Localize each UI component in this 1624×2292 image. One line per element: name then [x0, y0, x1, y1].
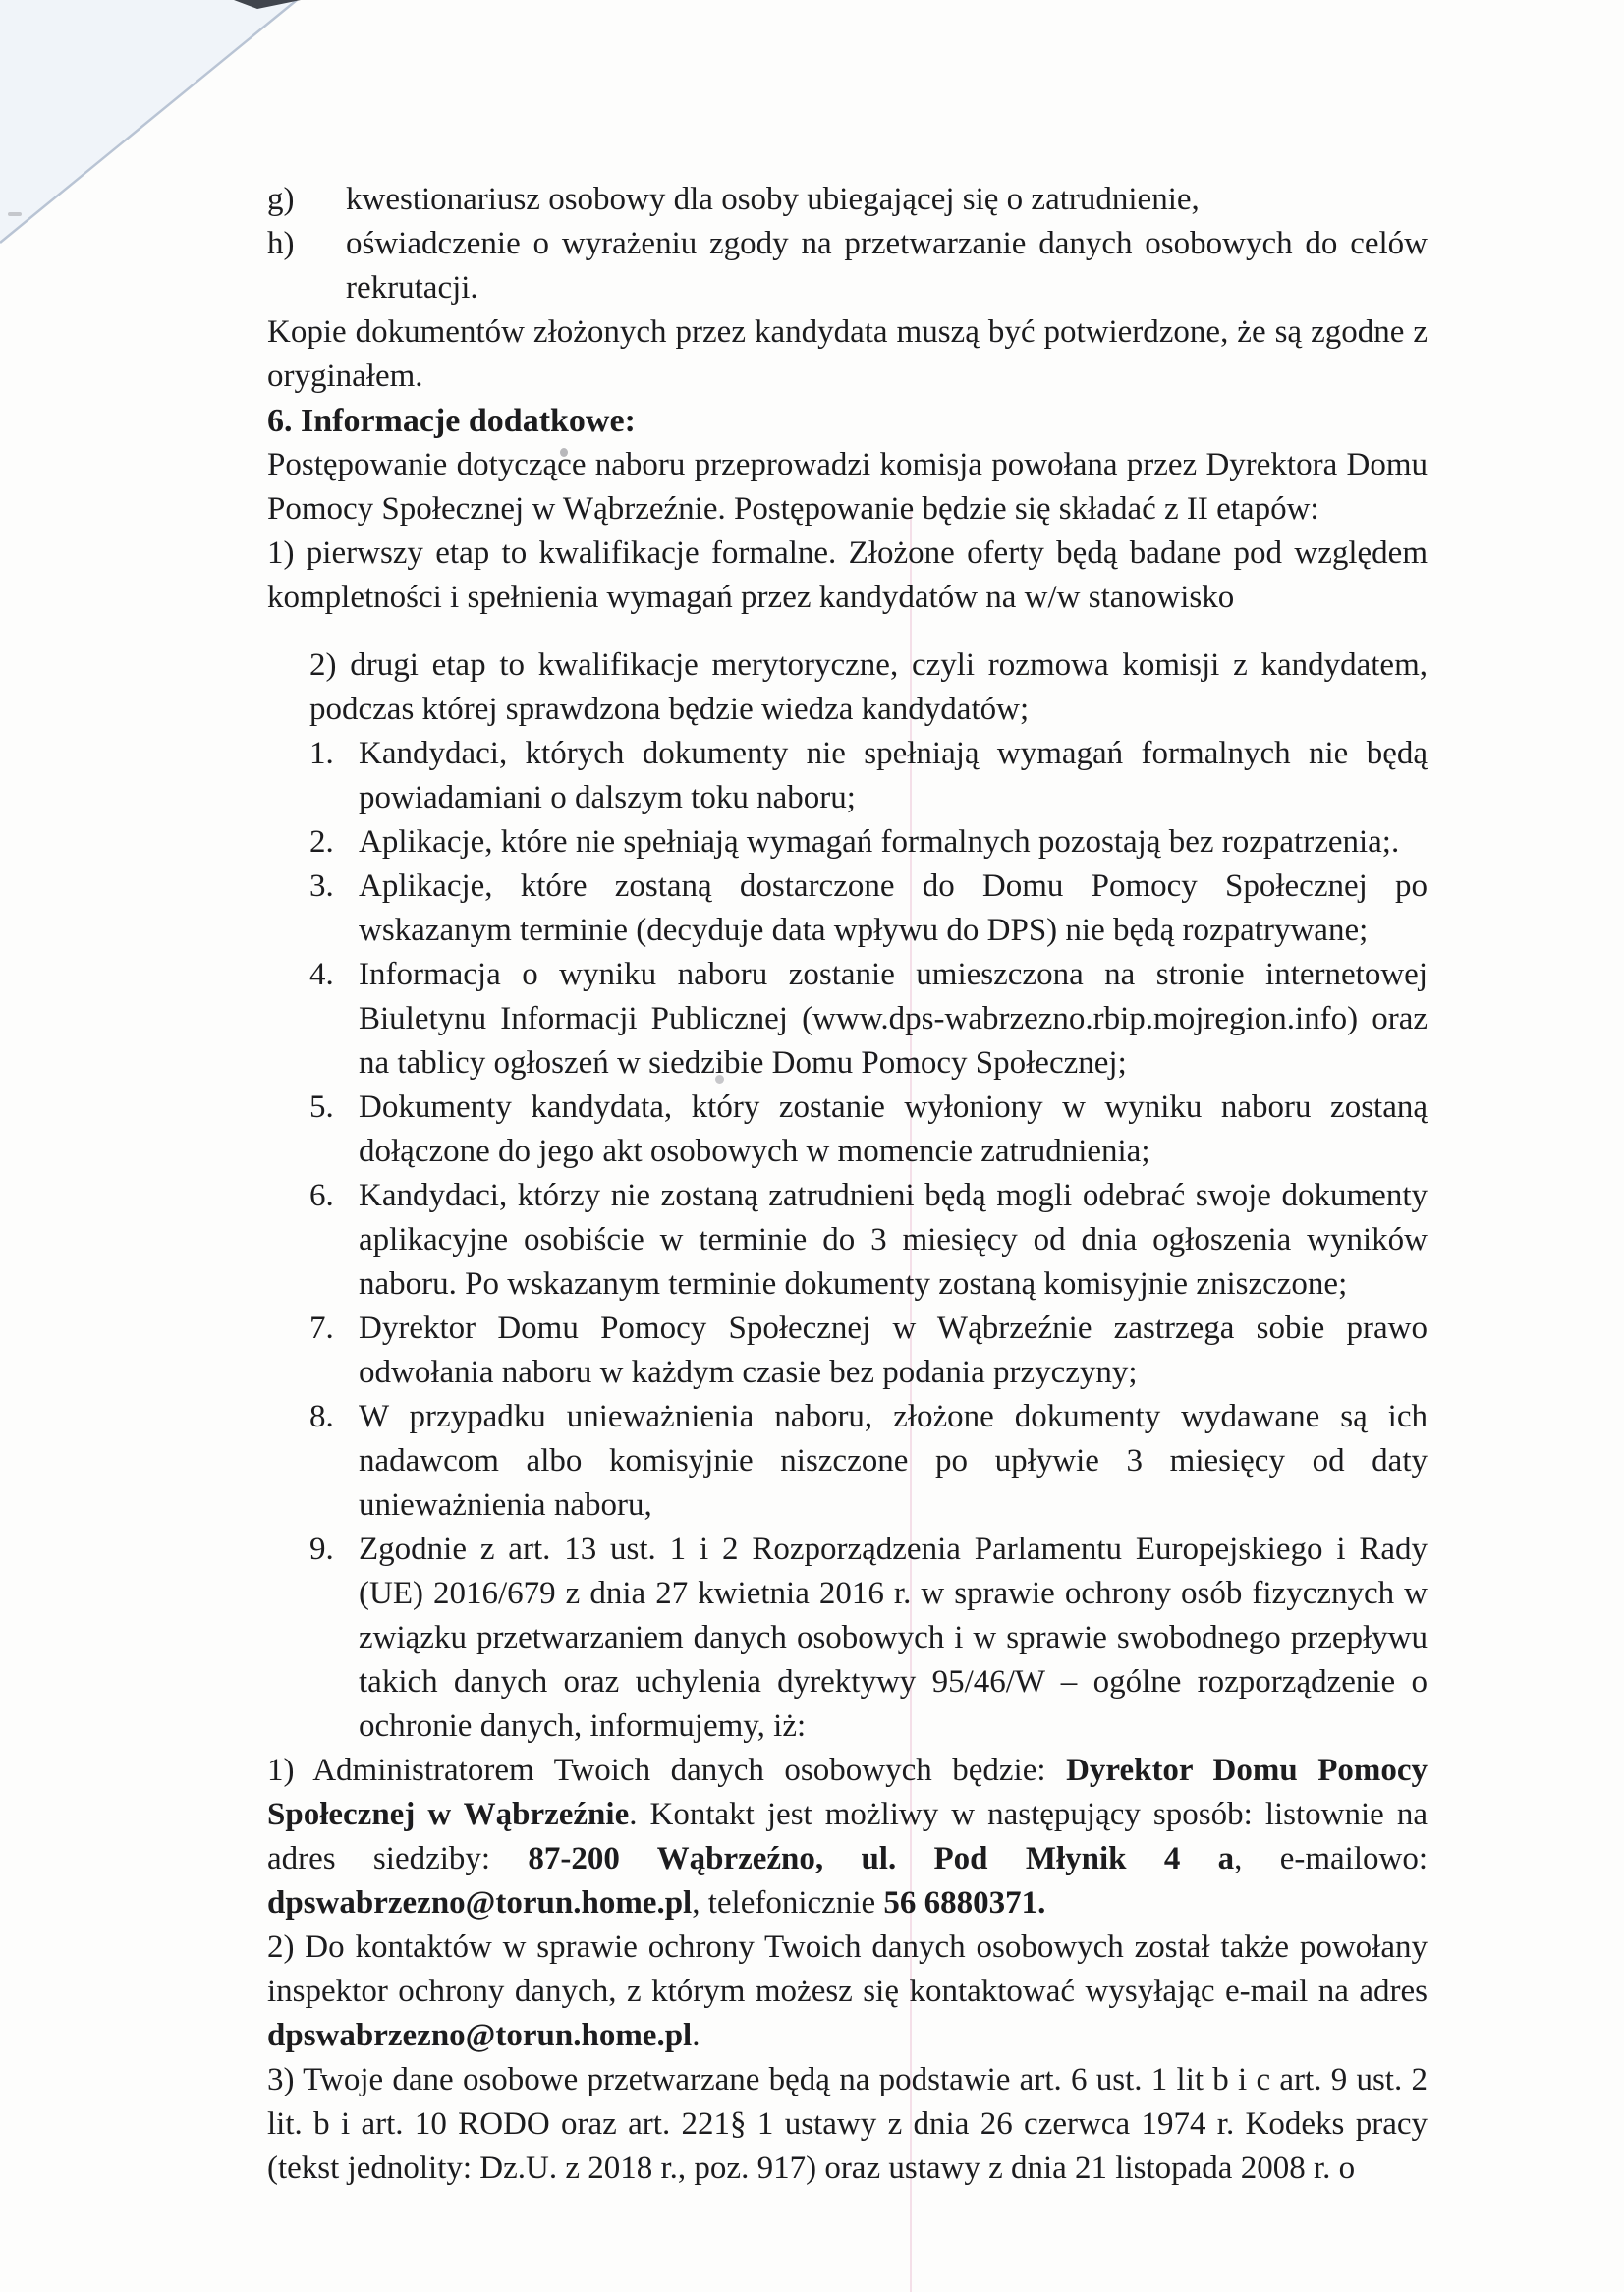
numbered-list [309, 732, 1428, 1749]
list-item [309, 953, 1428, 1086]
list-item-number: 6. [309, 1178, 334, 1213]
list-item [309, 820, 1428, 865]
list-item-number: 9. [309, 1532, 334, 1567]
list-item-text: Aplikacje, które nie spełniają wymagań formalnych pozostają bez rozpatrzenia;. [359, 824, 1400, 860]
section-heading: 6. Informacje dodatkowe: [267, 403, 636, 439]
list-item-text: oświadczenie o wyrażeniu zgody na przetwarzanie danych osobowych do celów rekrutacji. [346, 226, 1428, 306]
list-item-text: W przypadku unieważnienia naboru, złożone dokumenty wydawane są ich nadawcom albo komisyjnie niszczone po upływie 3 miesięcy od daty unieważnienia naboru, [359, 1399, 1428, 1523]
list-item [309, 1395, 1428, 1528]
paragraph-rodo-3: 3) Twoje dane osobowe przetwarzane będą na podstawie art. 6 ust. 1 lit b i c art. 9 ust. 2 lit. b i art. 10 RODO oraz art. 221§ 1 ustawy z dnia 26 czerwca 1974 r. Kodeks pracy (tekst jednolity: Dz.U. z 2018 r., poz. 917) oraz ustawy z dnia 21 listopada 2008 r. o [267, 2062, 1428, 2186]
list-item-text: kwestionariusz osobowy dla osoby ubiegającej się o zatrudnienie, [346, 182, 1200, 217]
list-item-text: Aplikacje, które zostaną dostarczone do Domu Pomocy Społecznej po wskazanym terminie (decyduje data wpływu do DPS) nie będą rozpatrywane; [359, 868, 1428, 948]
paragraph-rodo-1: 1) Administratorem Twoich danych osobowych będzie: Dyrektor Domu Pomocy Społecznej w Wąbrzeźnie. Kontakt jest możliwy w następujący sposób: listownie na adres siedziby: 87-200 Wąbrzeźno, ul. Pod Młynik 4 a, e-mailowo: dpswabrzezno@torun.home.pl, telefonicznie 56 6880371. [267, 1753, 1428, 1921]
lettered-list [267, 178, 1428, 310]
list-item-text: Kandydaci, których dokumenty nie spełniają wymagań formalnych nie będą powiadamiani o dalszym toku naboru; [359, 736, 1428, 815]
list-item-text: Dokumenty kandydata, który zostanie wyłoniony w wyniku naboru zostaną dołączone do jego akt osobowych w momencie zatrudnienia; [359, 1090, 1428, 1169]
list-item-text: Kandydaci, którzy nie zostaną zatrudnieni będą mogli odebrać swoje dokumenty aplikacyjne osobiście w terminie do 3 miesięcy od dnia ogłoszenia wyników naboru. Po wskazanym terminie dokumenty zostaną komisyjnie zniszczone; [359, 1178, 1428, 1302]
list-item-label: h) [267, 226, 295, 261]
list-item [309, 1528, 1428, 1749]
list-item-number: 4. [309, 957, 334, 992]
list-item-number: 7. [309, 1311, 334, 1346]
list-item-number: 2. [309, 824, 334, 860]
list-item-label: g) [267, 182, 295, 217]
list-item-number: 8. [309, 1399, 334, 1434]
paragraph-kopie: Kopie dokumentów złożonych przez kandydata muszą być potwierdzone, że są zgodne z oryginałem. [267, 314, 1428, 394]
list-item-text: Zgodnie z art. 13 ust. 1 i 2 Rozporządzenia Parlamentu Europejskiego i Rady (UE) 2016/679 z dnia 27 kwietnia 2016 r. w sprawie ochrony osób fizycznych w związku przetwarzaniem danych osobowych i w sprawie swobodnego przepływu takich danych oraz uchylenia dyrektywy 95/46/W – ogólne rozporządzenie o ochronie danych, informujemy, iż: [359, 1532, 1428, 1744]
list-item [309, 1307, 1428, 1395]
list-item [267, 178, 1428, 222]
paragraph-etap-2: 2) drugi etap to kwalifikacje merytoryczne, czyli rozmowa komisji z kandydatem, podczas której sprawdzona będzie wiedza kandydatów; [309, 647, 1428, 727]
paragraph-rodo-2: 2) Do kontaktów w sprawie ochrony Twoich danych osobowych został także powołany inspektor ochrony danych, z którym możesz się kontaktować wysyłając e-mail na adres dpswabrzezno@torun.home.pl. [267, 1929, 1428, 2053]
paragraph-etap-1: 1) pierwszy etap to kwalifikacje formalne. Złożone oferty będą badane pod względem kompletności i spełnienia wymagań przez kandydatów na w/w stanowisko [267, 535, 1428, 615]
list-item [309, 1174, 1428, 1307]
list-item [267, 222, 1428, 310]
scan-speck [8, 212, 22, 216]
paragraph-postepowanie: Postępowanie dotyczące naboru przeprowadzi komisja powołana przez Dyrektora Domu Pomocy Społecznej w Wąbrzeźnie. Postępowanie będzie się składać z II etapów: [267, 447, 1428, 527]
document-body [267, 178, 1428, 2191]
indented-section [309, 643, 1428, 1749]
list-item [309, 865, 1428, 953]
list-item [309, 732, 1428, 820]
list-item-number: 3. [309, 868, 334, 904]
list-item-number: 1. [309, 736, 334, 771]
list-item-text: Informacja o wyniku naboru zostanie umieszczona na stronie internetowej Biuletynu Informacji Publicznej (www.dps-wabrzezno.rbip.mojregion.info) oraz na tablicy ogłoszeń w siedzibie Domu Pomocy Społecznej; [359, 957, 1428, 1081]
list-item [309, 1086, 1428, 1174]
list-item-number: 5. [309, 1090, 334, 1125]
list-item-text: Dyrektor Domu Pomocy Społecznej w Wąbrzeźnie zastrzega sobie prawo odwołania naboru w każdym czasie bez podania przyczyny; [359, 1311, 1428, 1390]
